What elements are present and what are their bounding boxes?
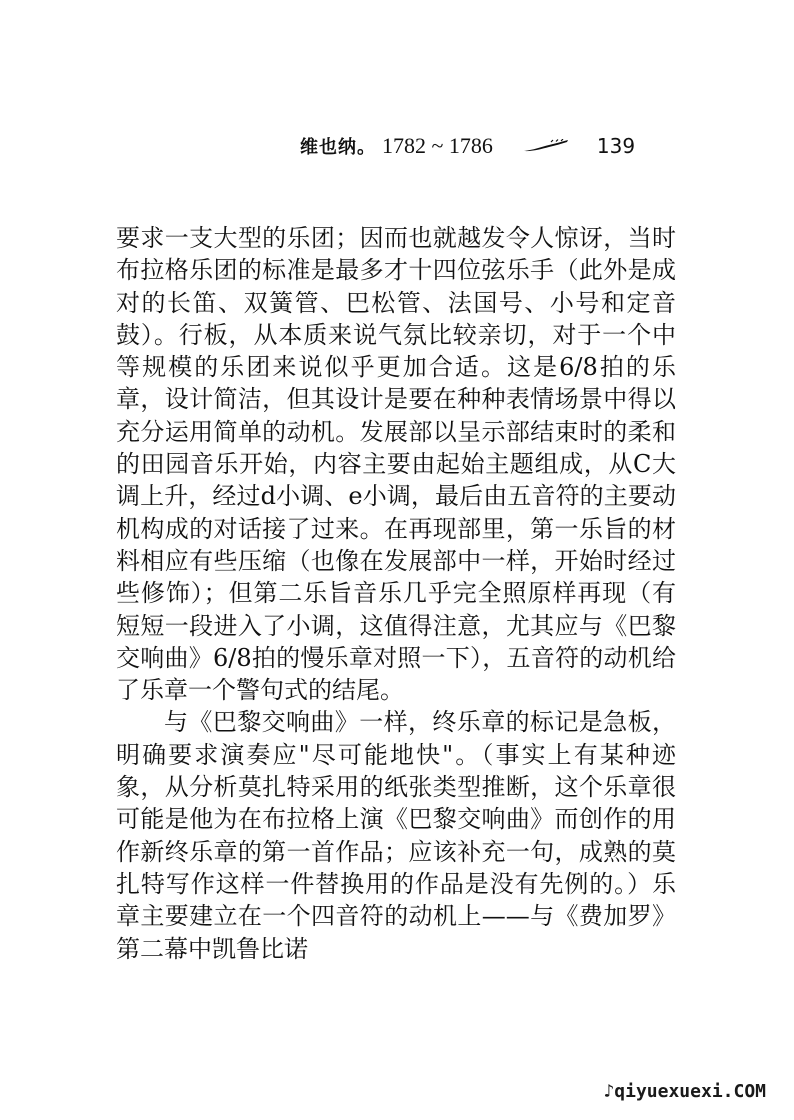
paragraph-finale: 与《巴黎交响曲》一样，终乐章的标记是急板，明确要求演奏应"尽可能地快"。（事实上有某种迹象，从分析莫扎特采用的纸张类型推断，这个乐章很可能是他为在布拉格上演《巴黎交响曲》而创作的用作新终乐章的第一首作品；应该补充一句，成熟的莫扎特写作这样一件替换用的作品是没有先例的。）乐章主要建立在一个四音符的动机上——与《费加罗》第二幕中凯鲁比诺 (116, 708, 676, 963)
paragraph-continuation: 要求一支大型的乐团；因而也就越发令人惊讶，当时布拉格乐团的标准是最多才十四位弦乐手（此外是成对的长笛、双簧管、巴松管、法国号、小号和定音鼓）。行板，从本质来说气氛比较亲切，对于一个中等规模的乐团来说似乎更加合适。这是6/8拍的乐章，设计简洁，但其设计是要在种种表情场景中得以充分运用简单的动机。发展部以呈示部结束时的柔和的田园音乐开始，内容主要由起始主题组成，从C大调上升，经过d小调、e小调，最后由五音符的主要动机构成的对话接了过来。在再现部里，第一乐旨的材料相应有些压缩（也像在发展部中一样，开始时经过些修饰）；但第二乐旨音乐几乎完全照原样再现（有短短一段进入了小调，这值得注意，尤其应与《巴黎交响曲》6/8拍的慢乐章对照一下），五音符的动机给了乐章一个警句式的结尾。 (116, 224, 676, 705)
site-watermark (603, 1081, 766, 1102)
chapter-years: 1782 ~ 1786 (382, 133, 493, 158)
running-header (300, 128, 635, 164)
swash-ornament-icon (523, 139, 569, 153)
music-note-logo-icon: ♪ (603, 1081, 615, 1102)
watermark-text: qiyuexuexi.COM (614, 1081, 766, 1102)
chapter-place-title: 维也纳。 (300, 137, 376, 158)
body-text (116, 222, 676, 965)
page-number: 139 (596, 134, 636, 158)
